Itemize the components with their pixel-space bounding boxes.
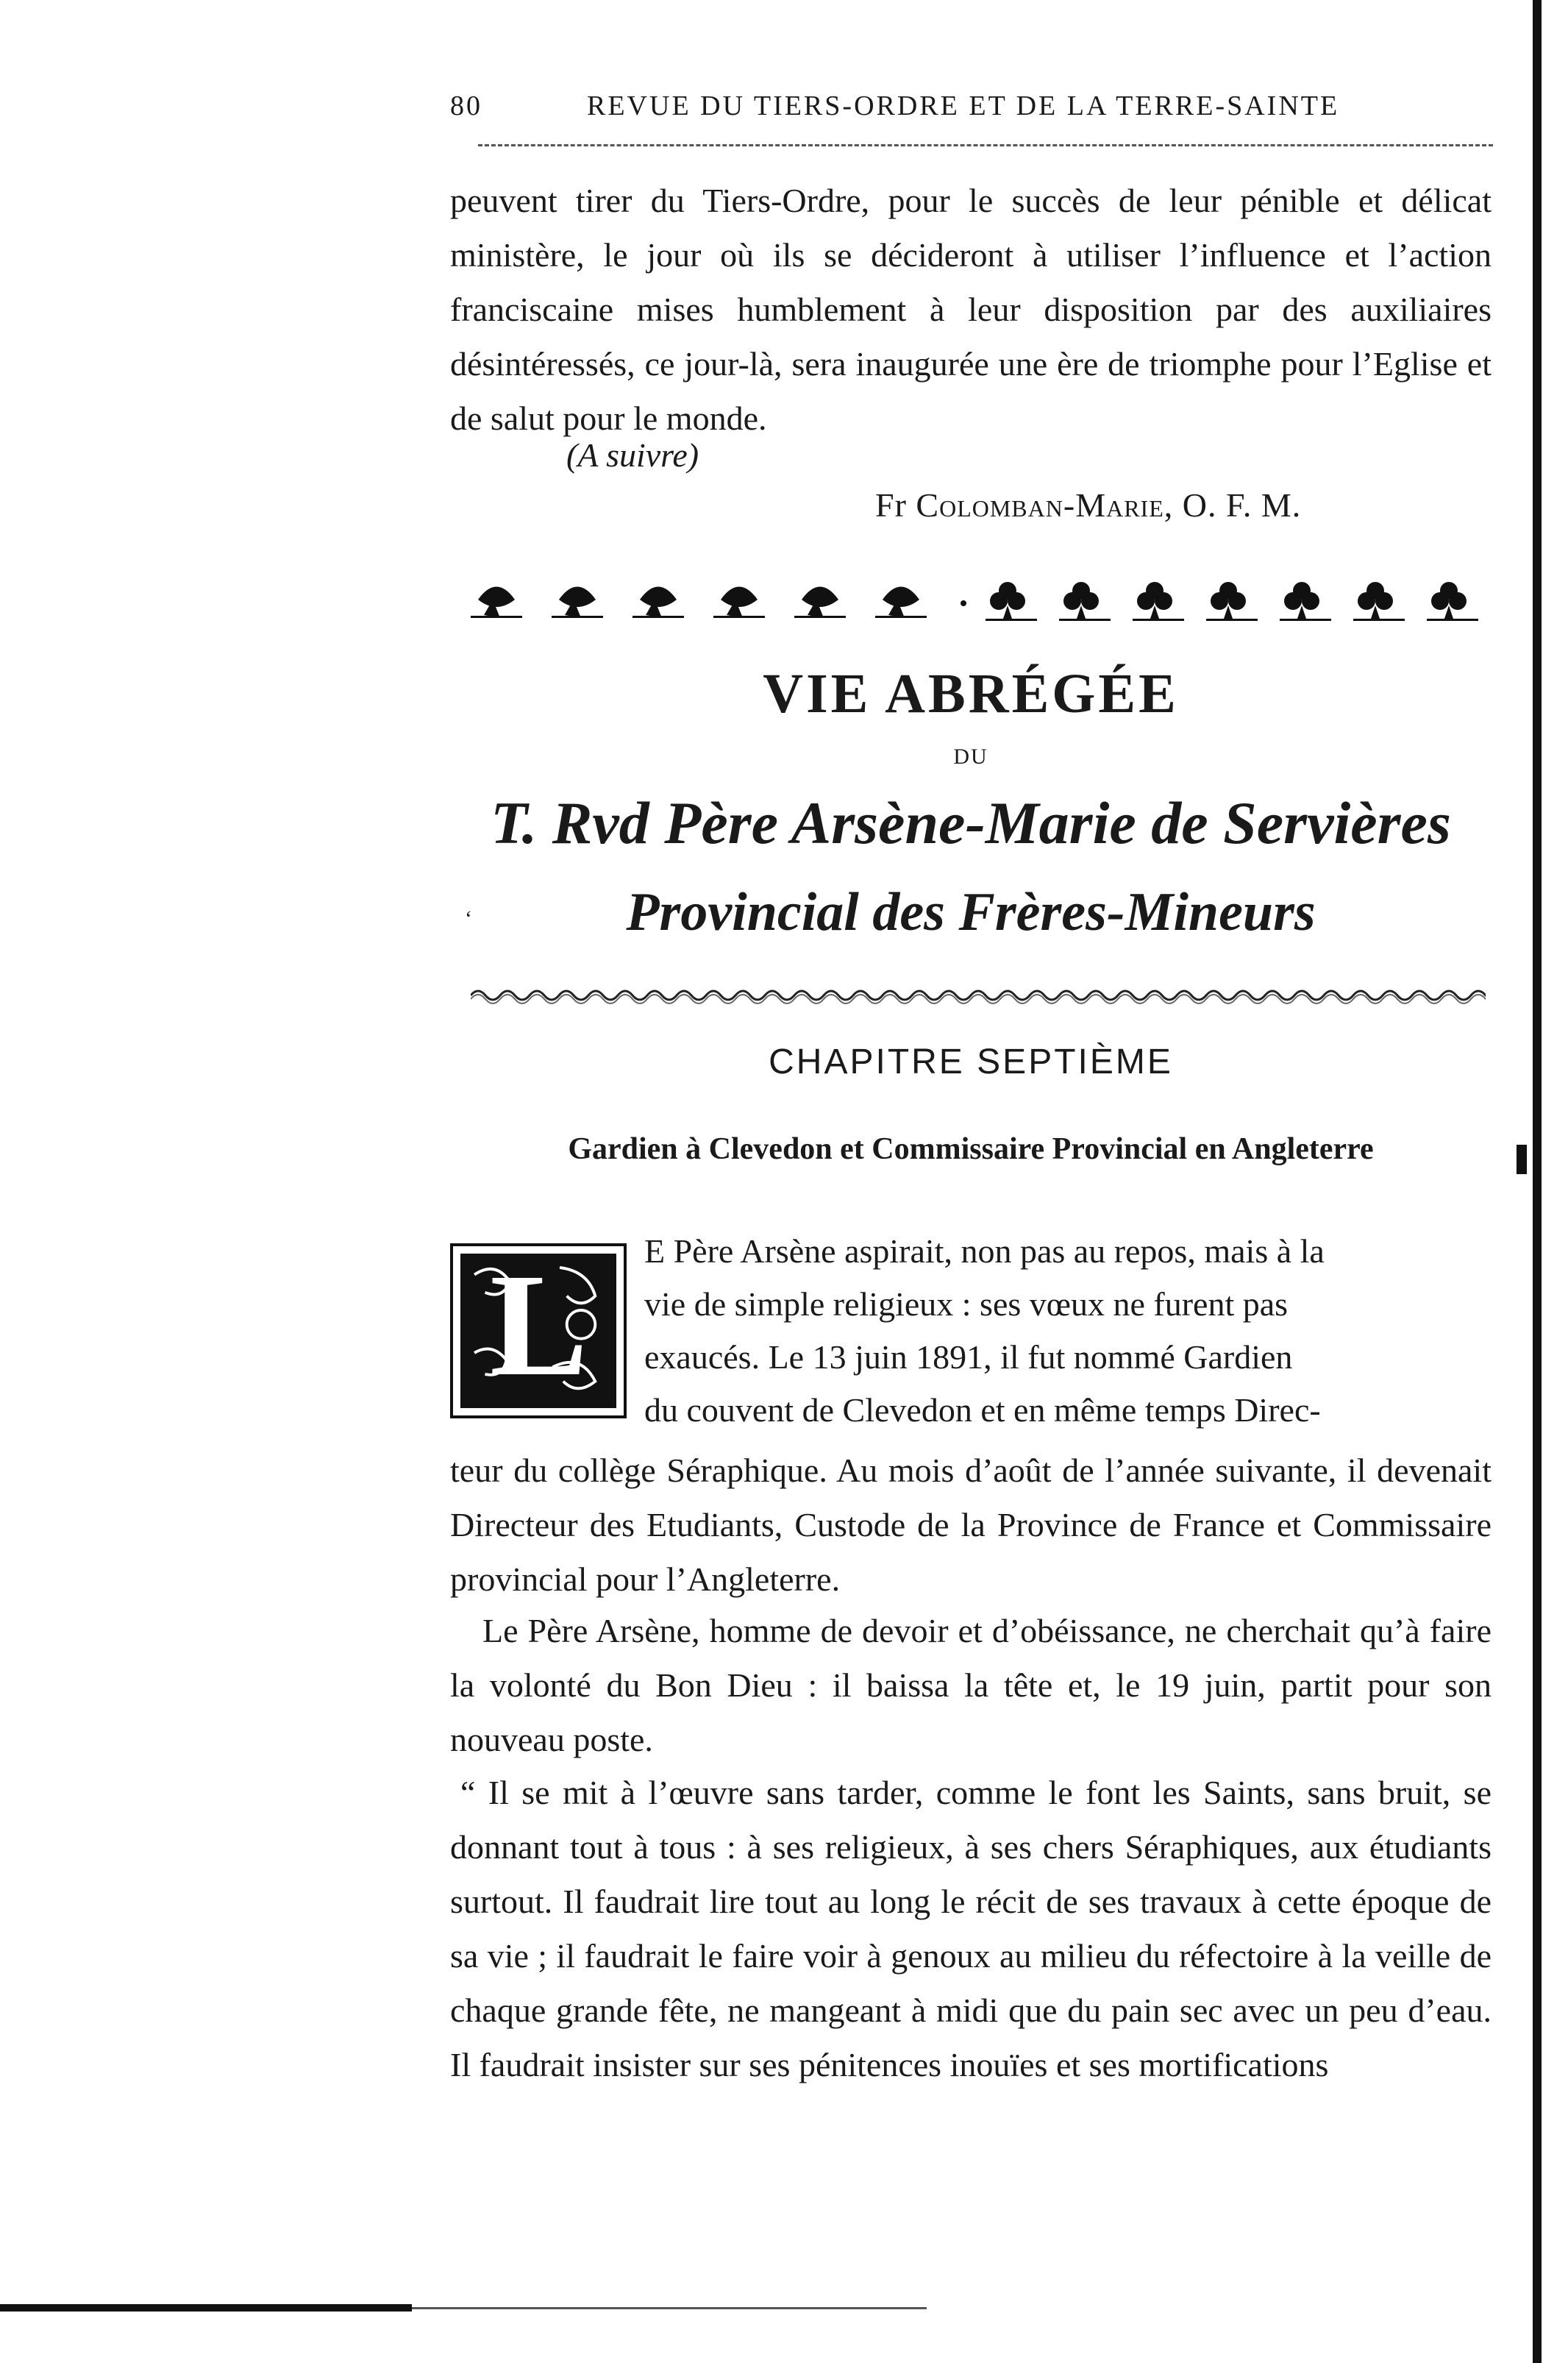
shamrock-ornament-icon xyxy=(1059,582,1111,621)
text-line-beside-cap: vie de simple religieux : ses vœux ne furent pas xyxy=(644,1285,1289,1323)
journal-title: REVUE DU TIERS-ORDRE ET DE LA TERRE-SAINTE xyxy=(587,90,1340,121)
leaf-ornament-icon xyxy=(552,587,603,619)
page-number: 80 xyxy=(450,90,482,121)
stray-mark: ‘ xyxy=(465,906,472,931)
article-subject-name: T. Rvd Père Arsène-Marie de Servières xyxy=(491,789,1451,856)
signature-name: Colomban-Marie xyxy=(916,486,1164,524)
wavy-rule xyxy=(471,984,1486,1006)
chapter-title: CHAPITRE SEPTIÈME xyxy=(769,1042,1173,1081)
page-bottom-edge xyxy=(0,2304,412,2312)
paragraph-3: “ Il se mit à l’œuvre sans tarder, comme le font les Saints, sans bruit, se donnant tout à tous : à ses religieux, à ses chers Séraphiques, aux étudiants surtout. Il faudrait lire tout au long le récit de ses travaux à cette époque de sa vie ; il faudrait le faire voir à genoux au milieu du réfectoire à la veille de chaque grande fête, ne mangeant à midi que du pain sec avec un peu d’eau. Il faudrait insister sur ses pénitences inouïes et ses mortifications xyxy=(450,1774,1492,2083)
leaf-ornament-icon xyxy=(632,587,684,619)
shamrock-ornament-icon xyxy=(986,582,1037,621)
shamrock-ornament-icon xyxy=(1280,582,1331,621)
leaf-ornament-icon xyxy=(713,587,765,619)
leaf-ornament-icon xyxy=(794,587,846,619)
shamrock-ornament-icon xyxy=(1133,582,1184,621)
to-be-continued-note: (A suivre) xyxy=(566,436,699,474)
shamrock-ornament-icon xyxy=(1353,582,1405,621)
article-title-du: DU xyxy=(953,745,988,769)
article-title: VIE ABRÉGÉE xyxy=(763,663,1179,725)
paragraph-1-continued: teur du collège Séraphique. Au mois d’août de l’année suivante, il devenait Directeur des Etudiants, Custode de la Province de France et Commissaire provincial pour l’Angleterre. xyxy=(450,1451,1492,1598)
leaf-ornament-icon xyxy=(875,587,927,619)
page-binding-edge xyxy=(1533,0,1542,2363)
article-subject-role: Provincial des Frères-Mineurs xyxy=(626,882,1316,942)
shamrock-ornament-icon xyxy=(1427,582,1478,621)
author-signature xyxy=(875,486,1301,525)
margin-mark xyxy=(1517,1145,1527,1174)
header-rule xyxy=(478,144,1493,146)
paragraph-2: Le Père Arsène, homme de devoir et d’obéissance, ne cherchait qu’à faire la volonté du Bon Dieu : il baissa la tête et, le 19 juin, partit pour son nouveau poste. xyxy=(450,1612,1492,1758)
previous-article-closing-paragraph: peuvent tirer du Tiers-Ordre, pour le succès de leur pénible et délicat ministère, le jour où ils se décideront à utiliser l’influence et l’action franciscaine mises humblement à leur disposition par des auxiliaires désintéressés, ce jour-là, sera inaugurée une ère de triomphe pour l’Eglise et de salut pour le monde. xyxy=(450,182,1492,437)
text-line-beside-cap: du couvent de Clevedon et en même temps Direc- xyxy=(644,1391,1321,1429)
shamrock-ornament-icon xyxy=(1206,582,1258,621)
page-bottom-edge-tail xyxy=(412,2307,927,2309)
signature-prefix: Fr xyxy=(875,486,907,524)
text-line-beside-cap: E Père Arsène aspirait, non pas au repos, mais à la xyxy=(644,1232,1325,1270)
signature-order: , O. F. M. xyxy=(1163,486,1302,524)
chapter-subtitle: Gardien à Clevedon et Commissaire Provincial en Angleterre xyxy=(568,1132,1374,1166)
drop-cap-initial xyxy=(450,1243,627,1418)
text-line-beside-cap: exaucés. Le 13 juin 1891, il fut nommé Gardien xyxy=(644,1338,1293,1376)
drop-cap-letter: L xyxy=(490,1244,588,1407)
ornament-divider xyxy=(471,570,1486,636)
running-head xyxy=(450,90,1480,134)
leaf-ornament-icon xyxy=(471,587,522,619)
